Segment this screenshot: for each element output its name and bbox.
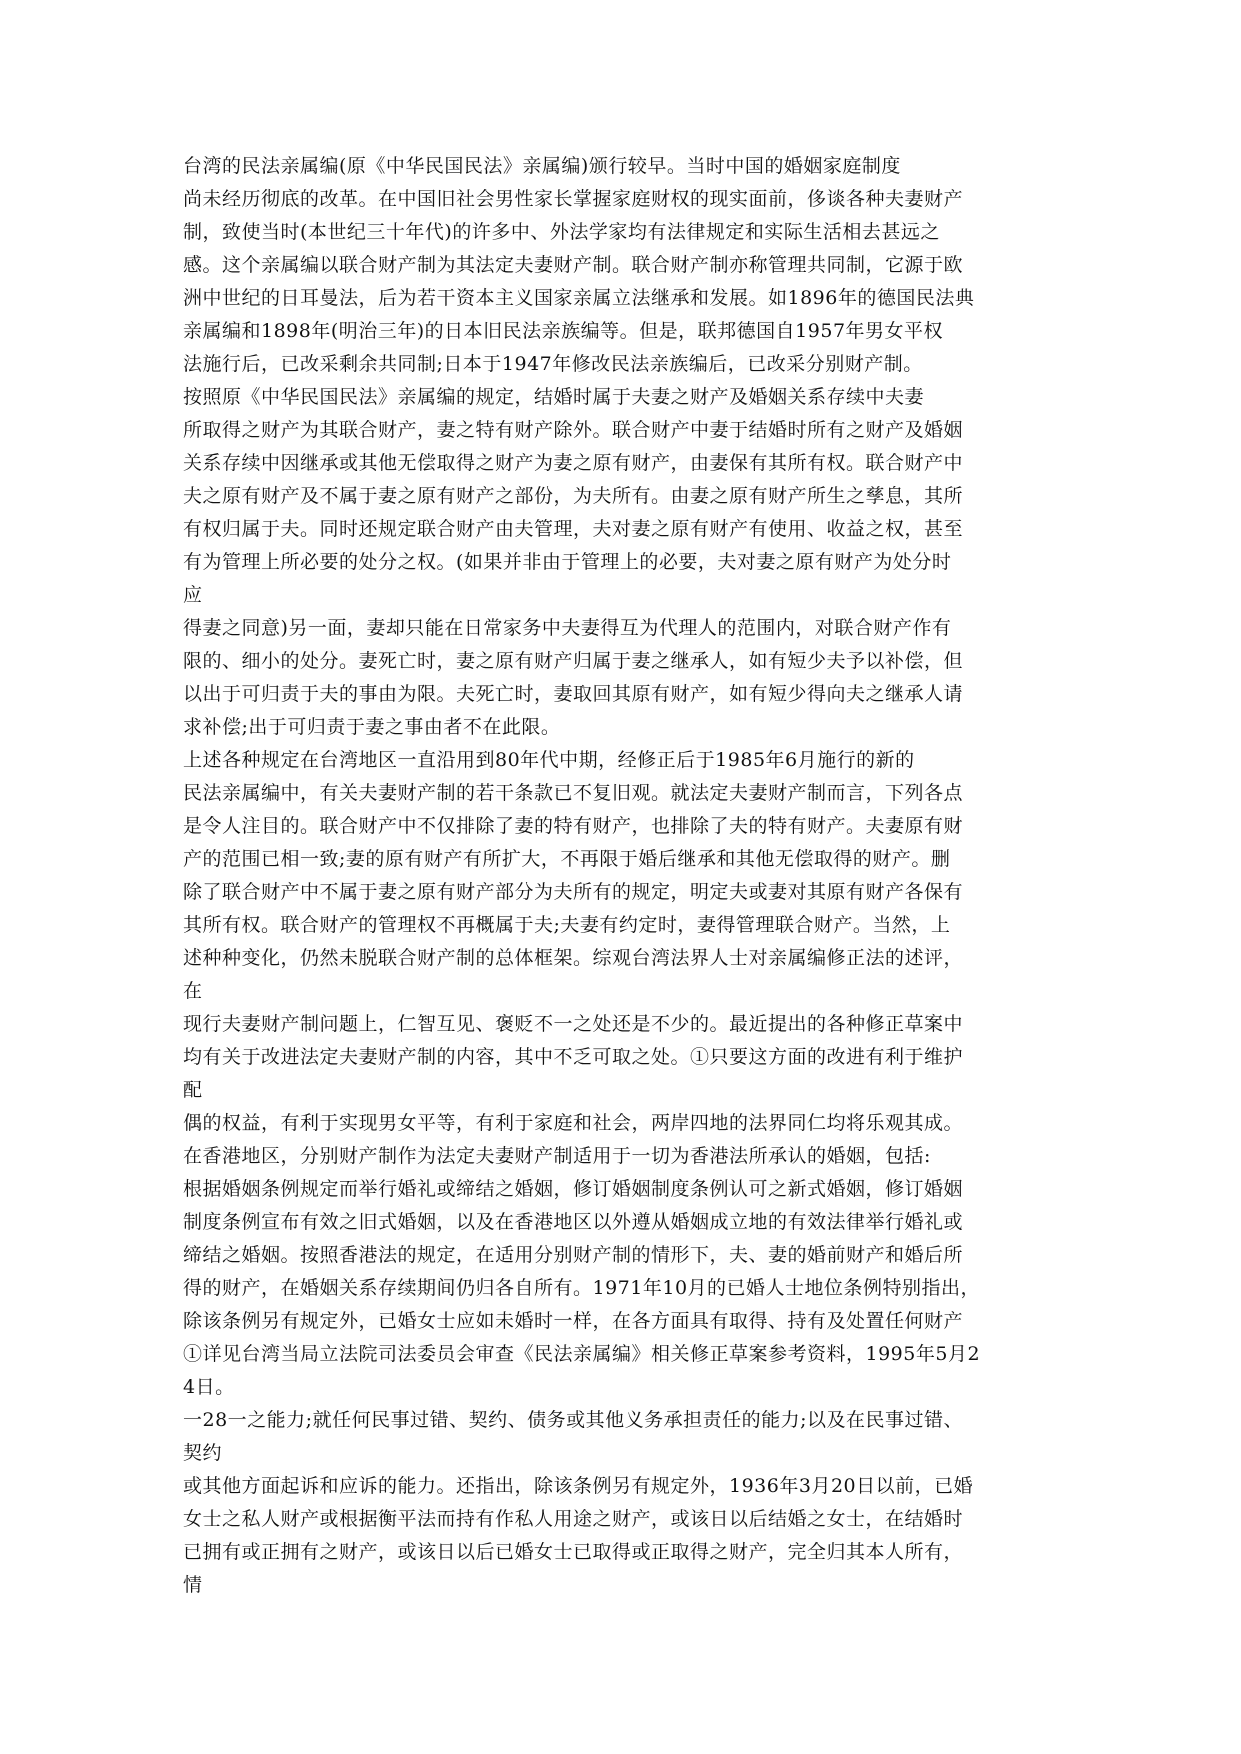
text-line: 法施行后，已改采剩余共同制;日本于1947年修改民法亲族编后，已改采分别财产制。: [183, 353, 923, 375]
text-line: 尚未经历彻底的改革。在中国旧社会男性家长掌握家庭财权的现实面前，侈谈各种夫妻财产: [183, 188, 964, 210]
text-line: 得妻之同意)另一面，妻却只能在日常家务中夫妻得互为代理人的范围内，对联合财产作有: [183, 617, 952, 639]
text-line: 一28一之能力;就任何民事过错、契约、债务或其他义务承担责任的能力;以及在民事过错、: [183, 1409, 963, 1431]
text-line: 应: [183, 584, 203, 606]
text-line: 有权归属于夫。同时还规定联合财产由夫管理，夫对妻之原有财产有使用、收益之权，甚至: [183, 518, 964, 540]
text-line: 夫之原有财产及不属于妻之原有财产之部份，为夫所有。由妻之原有财产所生之孳息，其所: [183, 485, 964, 507]
text-line: 求补偿;出于可归责于妻之事由者不在此限。: [183, 716, 561, 738]
text-line: 配: [183, 1079, 203, 1101]
text-line: 女士之私人财产或根据衡平法而持有作私人用途之财产，或该日以后结婚之女士，在结婚时: [183, 1508, 964, 1530]
footnote-line: ①详见台湾当局立法院司法委员会审查《民法亲属编》相关修正草案参考资料，1995年5月2: [183, 1343, 981, 1365]
text-line: 情: [183, 1574, 203, 1596]
text-line: 述种种变化，仍然未脱联合财产制的总体框架。综观台湾法界人士对亲属编修正法的述评，: [183, 947, 964, 969]
text-line: 现行夫妻财产制问题上，仁智互见、褒贬不一之处还是不少的。最近提出的各种修正草案中: [183, 1013, 964, 1035]
text-line: 均有关于改进法定夫妻财产制的内容，其中不乏可取之处。①只要这方面的改进有利于维护: [183, 1046, 964, 1068]
text-line: 亲属编和1898年(明治三年)的日本旧民法亲族编等。但是，联邦德国自1957年男女平权: [183, 320, 944, 342]
text-line: 以出于可归责于夫的事由为限。夫死亡时，妻取回其原有财产，如有短少得向夫之继承人请: [183, 683, 964, 705]
text-line: 所取得之财产为其联合财产，妻之特有财产除外。联合财产中妻于结婚时所有之财产及婚姻: [183, 419, 964, 441]
text-line: 契约: [183, 1442, 223, 1464]
text-line: 上述各种规定在台湾地区一直沿用到80年代中期，经修正后于1985年6月施行的新的: [183, 749, 915, 771]
text-line: 已拥有或正拥有之财产，或该日以后已婚女士已取得或正取得之财产，完全归其本人所有，: [183, 1541, 964, 1563]
text-line: 是令人注目的。联合财产中不仅排除了妻的特有财产，也排除了夫的特有财产。夫妻原有财: [183, 815, 964, 837]
document-body: [183, 150, 1063, 1602]
text-line: 有为管理上所必要的处分之权。(如果并非由于管理上的必要，夫对妻之原有财产为处分时: [183, 551, 952, 573]
text-line: 洲中世纪的日耳曼法，后为若干资本主义国家亲属立法继承和发展。如1896年的德国民法典: [183, 287, 975, 309]
text-line: 根据婚姻条例规定而举行婚礼或缔结之婚姻，修订婚姻制度条例认可之新式婚姻，修订婚姻: [183, 1178, 964, 1200]
text-line: 偶的权益，有利于实现男女平等，有利于家庭和社会，两岸四地的法界同仁均将乐观其成。: [183, 1112, 964, 1134]
text-line: 制度条例宣布有效之旧式婚姻，以及在香港地区以外遵从婚姻成立地的有效法律举行婚礼或: [183, 1211, 964, 1233]
text-line: 除了联合财产中不属于妻之原有财产部分为夫所有的规定，明定夫或妻对其原有财产各保有: [183, 881, 964, 903]
text-line: 除该条例另有规定外，已婚女士应如未婚时一样，在各方面具有取得、持有及处置任何财产: [183, 1310, 964, 1332]
text-line: 产的范围已相一致;妻的原有财产有所扩大，不再限于婚后继承和其他无偿取得的财产。删: [183, 848, 951, 870]
text-line: 台湾的民法亲属编(原《中华民国民法》亲属编)颁行较早。当时中国的婚姻家庭制度: [183, 155, 901, 177]
text-line: 限的、细小的处分。妻死亡时，妻之原有财产归属于妻之继承人，如有短少夫予以补偿，但: [183, 650, 964, 672]
text-line: 制，致使当时(本世纪三十年代)的许多中、外法学家均有法律规定和实际生活相去甚远之: [183, 221, 940, 243]
text-line: 或其他方面起诉和应诉的能力。还指出，除该条例另有规定外，1936年3月20日以前，已婚: [183, 1475, 974, 1497]
text-line: 感。这个亲属编以联合财产制为其法定夫妻财产制。联合财产制亦称管理共同制，它源于欧: [183, 254, 964, 276]
text-line: 其所有权。联合财产的管理权不再概属于夫;夫妻有约定时，妻得管理联合财产。当然，上: [183, 914, 951, 936]
text-line: 在: [183, 980, 203, 1002]
text-line: 民法亲属编中，有关夫妻财产制的若干条款已不复旧观。就法定夫妻财产制而言，下列各点: [183, 782, 964, 804]
text-line: 缔结之婚姻。按照香港法的规定，在适用分别财产制的情形下，夫、妻的婚前财产和婚后所: [183, 1244, 964, 1266]
footnote-line: 4日。: [183, 1376, 235, 1398]
text-line: 按照原《中华民国民法》亲属编的规定，结婚时属于夫妻之财产及婚姻关系存续中夫妻: [183, 386, 925, 408]
text-line: 得的财产，在婚姻关系存续期间仍归各自所有。1971年10月的已婚人士地位条例特别指出，: [183, 1277, 981, 1299]
text-line: 在香港地区，分别财产制作为法定夫妻财产制适用于一切为香港法所承认的婚姻，包括:: [183, 1145, 931, 1167]
text-line: 关系存续中因继承或其他无偿取得之财产为妻之原有财产，由妻保有其所有权。联合财产中: [183, 452, 964, 474]
